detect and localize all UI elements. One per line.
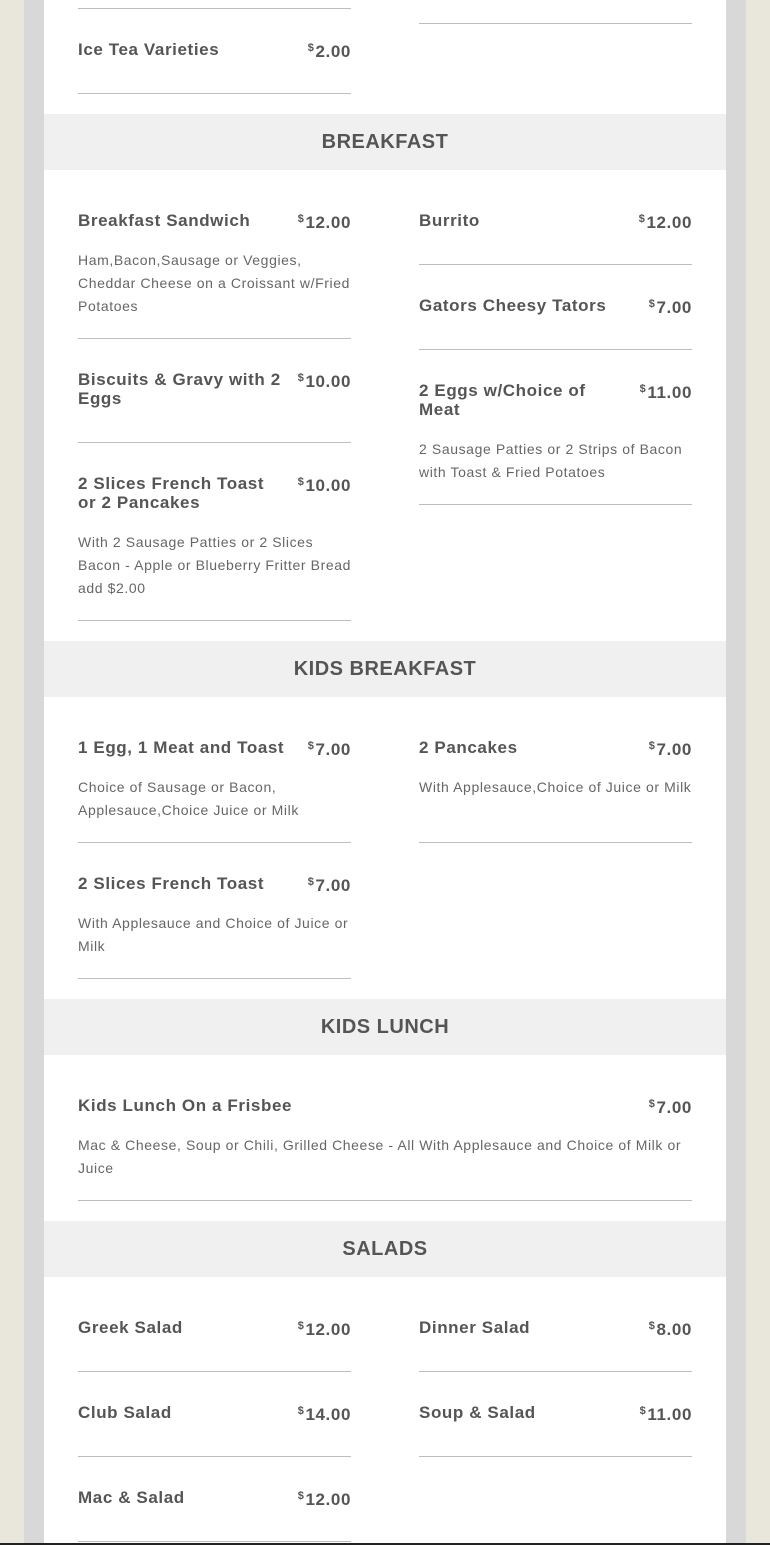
item-price: $10.00	[297, 476, 351, 495]
item-name: 2 Slices French Toast or 2 Pancakes	[78, 474, 265, 512]
divider	[78, 93, 351, 94]
divider	[78, 8, 351, 9]
item-name: Biscuits & Gravy with 2 Eggs	[78, 370, 281, 408]
divider	[78, 1541, 351, 1542]
item-description: Ham,Bacon,Sausage or Veggies, Cheddar Cheese on a Croissant w/Fried Potatoes	[78, 252, 350, 314]
divider	[78, 442, 351, 443]
item-description: With Applesauce and Choice of Juice or Milk	[78, 915, 349, 954]
divider	[419, 1371, 692, 1372]
item-name: Gators Cheesy Tators	[419, 296, 607, 315]
divider	[78, 1371, 351, 1372]
item-price: $7.00	[307, 876, 351, 895]
section-title: BREAKFAST	[321, 130, 449, 153]
divider	[419, 1456, 692, 1457]
divider	[78, 1200, 692, 1201]
divider	[78, 842, 351, 843]
item-price: $12.00	[297, 213, 351, 232]
section-header-kids-lunch	[44, 999, 726, 1055]
item-price: $12.00	[297, 1320, 351, 1339]
divider	[78, 978, 351, 979]
divider	[78, 620, 351, 621]
divider	[419, 264, 692, 265]
item-price: $11.00	[639, 1405, 692, 1424]
item-name: 2 Slices French Toast	[78, 874, 265, 893]
item-name: Greek Salad	[78, 1318, 183, 1337]
divider	[78, 338, 351, 339]
item-price: $7.00	[307, 740, 351, 759]
item-name: Breakfast Sandwich	[78, 211, 251, 230]
section-title: KIDS LUNCH	[320, 1015, 450, 1038]
section-header-salads	[44, 1221, 726, 1277]
divider	[419, 842, 692, 843]
item-description: With Applesauce,Choice of Juice or Milk	[419, 779, 692, 795]
item-name: Kids Lunch On a Frisbee	[78, 1096, 293, 1115]
item-description: Mac & Cheese, Soup or Chili, Grilled Cheese - All With Applesauce and Choice of Milk or Juice	[78, 1137, 682, 1176]
section-header-breakfast	[44, 114, 726, 170]
item-name: 1 Egg, 1 Meat and Toast	[78, 738, 285, 757]
item-name: 2 Pancakes	[419, 738, 518, 757]
item-price: $7.00	[648, 1098, 692, 1117]
item-price: $7.00	[648, 740, 692, 759]
item-name: Club Salad	[78, 1403, 172, 1422]
section-title: SALADS	[342, 1237, 428, 1260]
item-price: $11.00	[639, 383, 692, 402]
item-price: $14.00	[297, 1405, 351, 1424]
item-price: $10.00	[297, 372, 351, 391]
item-price: $12.00	[638, 213, 692, 232]
item-price: $12.00	[297, 1490, 351, 1509]
divider	[78, 1456, 351, 1457]
item-name: 2 Eggs w/Choice of Meat	[419, 381, 586, 419]
section-title: KIDS BREAKFAST	[293, 657, 477, 680]
divider	[419, 23, 692, 24]
item-name: Burrito	[419, 211, 480, 230]
divider	[419, 504, 692, 505]
item-name: Soup & Salad	[419, 1403, 536, 1422]
section-header-kids-breakfast	[44, 641, 726, 697]
item-price: $7.00	[648, 298, 692, 317]
item-description: With 2 Sausage Patties or 2 Slices Bacon - Apple or Blueberry Fritter Bread add $2.00	[78, 534, 352, 596]
divider	[419, 349, 692, 350]
item-name: Dinner Salad	[419, 1318, 531, 1337]
item-name: Mac & Salad	[78, 1488, 185, 1507]
item-description: Choice of Sausage or Bacon, Applesauce,Choice Juice or Milk	[78, 779, 299, 818]
item-description: 2 Sausage Patties or 2 Strips of Bacon with Toast & Fried Potatoes	[419, 441, 683, 480]
item-price: $8.00	[648, 1320, 692, 1339]
item-price: $2.00	[307, 42, 351, 61]
item-name: Ice Tea Varieties	[78, 40, 220, 59]
